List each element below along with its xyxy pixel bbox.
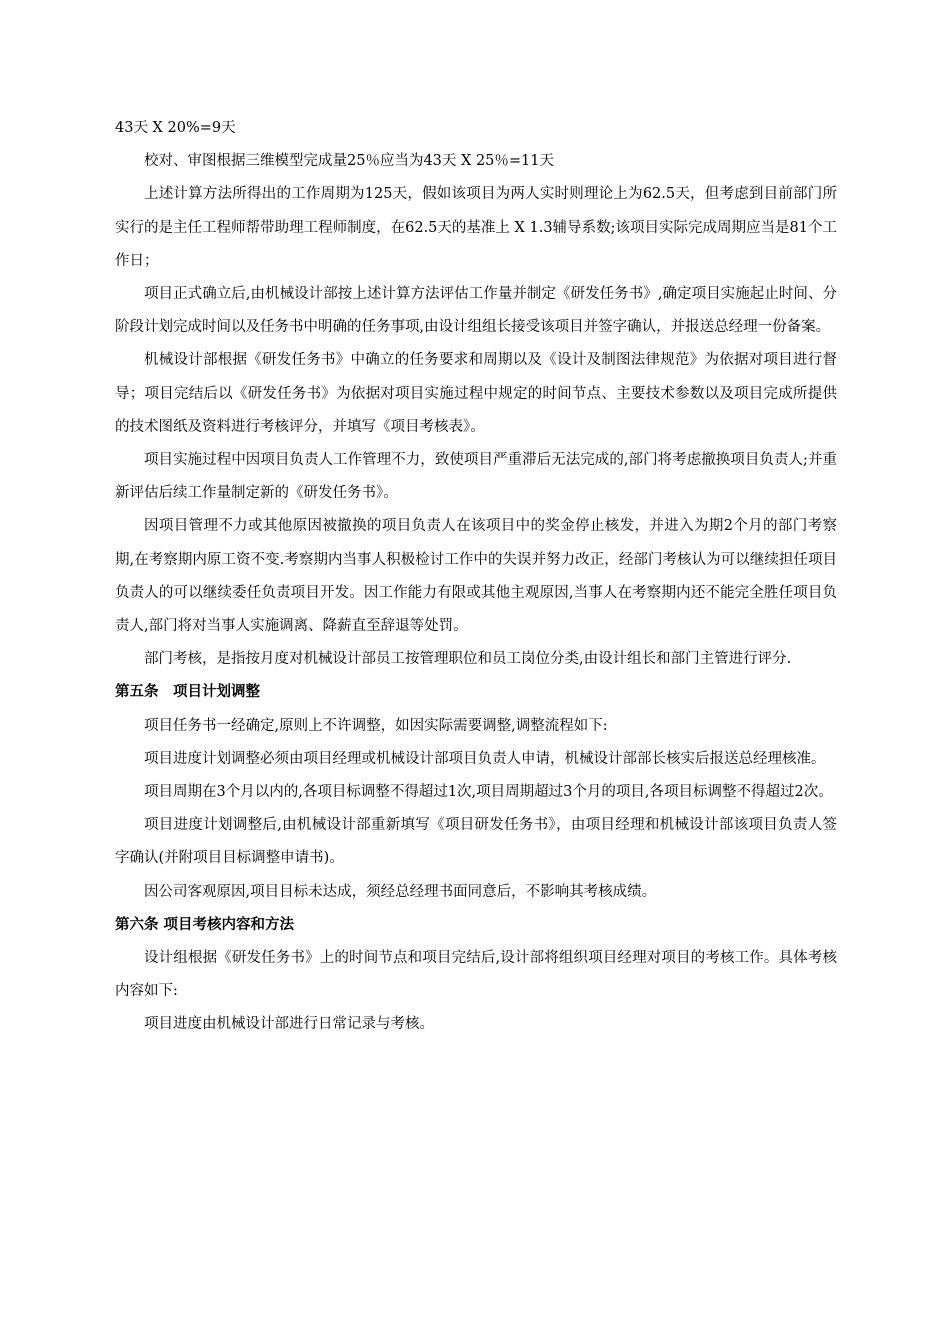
paragraph-adjust-principle: 项目任务书一经确定,原则上不许调整，如因实际需要调整,调整流程如下: — [144, 717, 608, 734]
paragraph-adjust-apply: 项目进度计划调整必须由项目经理或机械设计部项目负责人申请，机械设计部部长核实后报送总经理核准。 — [144, 750, 826, 767]
paragraph-cycle-summary: 上述计算方法所得出的工作周期为125天，假如该项目为两人实时则理论上为62.5天，但考虑到目前部门所实行的是主任工程师帮带助理工程师制度，在62.5天的基准上 X 1.3辅导系数;该项目实际完成周期应当是81个工作日； — [115, 186, 837, 269]
section-heading-article-5: 第五条 项目计划调整 — [115, 684, 260, 701]
paragraph-adjust-objective: 因公司客观原因,项目目标未达成，须经总经理书面同意后，不影响其考核成绩。 — [144, 883, 657, 900]
paragraph-replace-leader: 项目实施过程中因项目负责人工作管理不力，致使项目严重滞后无法完成的,部门将考虑撤换项目负责人;并重新评估后续工作量制定新的《研发任务书》。 — [115, 452, 837, 502]
paragraph-probation: 因项目管理不力或其他原因被撤换的项目负责人在该项目中的奖金停止核发，并进入为期2个月的部门考察期,在考察期内原工资不变.考察期内当事人积极检讨工作中的失误并努力改正，经部门考核认为可以继续担任项目负责人的可以继续委任负责项目开发。因工作能力有限或其他主观原因,当事人在考察期内还不能完全胜任项目负责人,部门将对当事人实施调离、降薪直至辞退等处罚。 — [115, 518, 837, 635]
paragraph-supervision: 机械设计部根据《研发任务书》中确立的任务要求和周期以及《设计及制图法律规范》为依据对项目进行督导；项目完结后以《研发任务书》为依据对项目实施过程中规定的时间节点、主要技术参数以及项目完成所提供的技术图纸及资料进行考核评分，并填写《项目考核表》。 — [115, 352, 837, 435]
paragraph-adjust-refill: 项目进度计划调整后,由机械设计部重新填写《项目研发任务书》，由项目经理和机械设计部该项目负责人签字确认(并附项目目标调整申请书)。 — [115, 817, 837, 867]
paragraph-calc-proofread-2: 校对、审图根据三维模型完成量25％应当为43天 X 25％=11天 — [144, 153, 554, 170]
paragraph-assessment-intro: 设计组根据《研发任务书》上的时间节点和项目完结后,设计部将组织项目经理对项目的考核工作。具体考核内容如下: — [115, 950, 837, 1000]
paragraph-progress-record: 项目进度由机械设计部进行日常记录与考核。 — [144, 1016, 434, 1033]
paragraph-dept-assessment: 部门考核，是指按月度对机械设计部员工按管理职位和员工岗位分类,由设计组长和部门主管进行评分. — [144, 651, 792, 668]
paragraph-adjust-limit: 项目周期在3个月以内的,各项目标调整不得超过1次,项目周期超过3个月的项目,各项目标调整不得超过2次。 — [144, 784, 833, 801]
paragraph-task-book: 项目正式确立后,由机械设计部按上述计算方法评估工作量并制定《研发任务书》,确定项目实施起止时间、分阶段计划完成时间以及任务书中明确的任务事项,由设计组组长接受该项目并签字确认，并报送总经理一份备案。 — [115, 286, 837, 336]
document-page — [115, 112, 837, 1042]
paragraph-calc-proofread-1: 43天 X 20%=9天 — [115, 120, 236, 136]
section-heading-article-6: 第六条 项目考核内容和方法 — [115, 916, 295, 933]
